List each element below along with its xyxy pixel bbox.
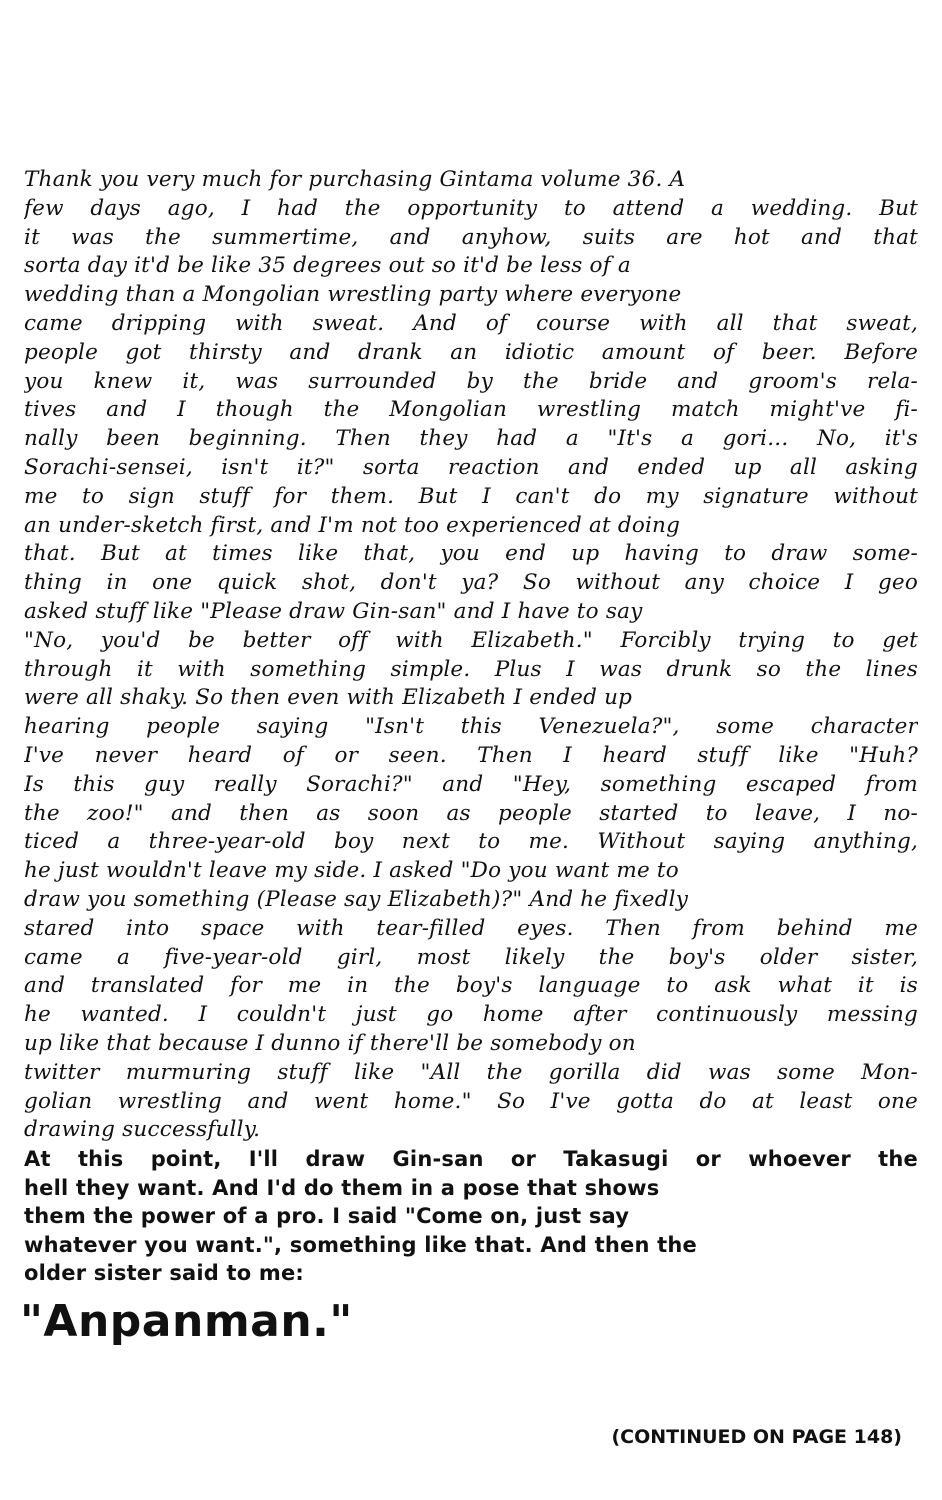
- text-line: hearing people saying "Isn't this Venezuela?", some character: [24, 714, 918, 740]
- text-line: I've never heard of or seen. Then I heard stuff like "Huh?: [24, 742, 918, 768]
- text-line: were all shaky. So then even with Elizabeth I ended up: [24, 685, 633, 711]
- text-line: sorta day it'd be like 35 degrees out so it'd be less of a: [24, 253, 631, 279]
- text-line: he wanted. I couldn't just go home after continuously messing: [24, 1002, 918, 1028]
- text-line: he just wouldn't leave my side. I asked "Do you want me to: [24, 858, 679, 884]
- text-line: an under-sketch first, and I'm not too experienced at doing: [24, 512, 681, 538]
- text-line: that. But at times like that, you end up having to draw some-: [24, 541, 918, 567]
- text-line: it was the summertime, and anyhow, suits are hot and that: [24, 224, 918, 250]
- text-line: the zoo!" and then as soon as people started to leave, I no-: [24, 800, 918, 826]
- text-line: twitter murmuring stuff like "All the gorilla did was some Mon-: [24, 1059, 918, 1085]
- continued-on-page-note: (CONTINUED ON PAGE 148): [611, 1426, 902, 1448]
- text-line: Sorachi-sensei, isn't it?" sorta reaction and ended up all asking: [24, 454, 918, 480]
- text-line: drawing successfully.: [24, 1117, 261, 1143]
- text-line: golian wrestling and went home." So I've gotta do at least one: [24, 1088, 918, 1114]
- author-note-bold-paragraph: [24, 1145, 918, 1288]
- text-line: few days ago, I had the opportunity to attend a wedding. But: [24, 195, 918, 221]
- text-line: through it with something simple. Plus I was drunk so the lines: [24, 656, 918, 682]
- text-line: wedding than a Mongolian wrestling party where everyone: [24, 282, 682, 308]
- text-line: Thank you very much for purchasing Gintama volume 36. A: [24, 167, 686, 192]
- text-line: hell they want. And I'd do them in a pose that shows: [24, 1175, 660, 1200]
- text-line: you knew it, was surrounded by the bride and groom's rela-: [24, 368, 918, 394]
- text-line: draw you something (Please say Elizabeth)?" And he fixedly: [24, 886, 689, 912]
- text-line: thing in one quick shot, don't ya? So without any choice I geo: [24, 570, 918, 596]
- text-line: nally been beginning. Then they had a "It's a gori... No, it's: [24, 426, 918, 452]
- text-line: Is this guy really Sorachi?" and "Hey, something escaped from: [24, 771, 918, 797]
- text-line: older sister said to me:: [24, 1261, 305, 1286]
- text-line: tives and I though the Mongolian wrestling match might've fi-: [24, 397, 918, 423]
- text-line: up like that because I dunno if there'll be somebody on: [24, 1030, 636, 1056]
- text-line: them the power of a pro. I said "Come on, just say: [24, 1204, 630, 1229]
- text-line: "No, you'd be better off with Elizabeth." Forcibly trying to get: [24, 627, 918, 653]
- text-line: me to sign stuff for them. But I can't do my signature without: [24, 483, 918, 509]
- text-line: whatever you want.", something like that. And then the: [24, 1232, 697, 1257]
- text-line: asked stuff like "Please draw Gin-san" and I have to say: [24, 598, 643, 624]
- text-line: and translated for me in the boy's language to ask what it is: [24, 973, 918, 999]
- author-note-body: [24, 166, 918, 1145]
- punchline-anpanman: "Anpanman.": [20, 1296, 353, 1347]
- text-line: stared into space with tear-filled eyes. Then from behind me: [24, 915, 918, 941]
- text-line: came a five-year-old girl, most likely the boy's older sister,: [24, 944, 918, 970]
- text-line: ticed a three-year-old boy next to me. Without saying anything,: [24, 829, 918, 855]
- text-line: people got thirsty and drank an idiotic amount of beer. Before: [24, 339, 918, 365]
- text-line: At this point, I'll draw Gin-san or Takasugi or whoever the: [24, 1147, 918, 1171]
- text-line: came dripping with sweat. And of course with all that sweat,: [24, 310, 918, 336]
